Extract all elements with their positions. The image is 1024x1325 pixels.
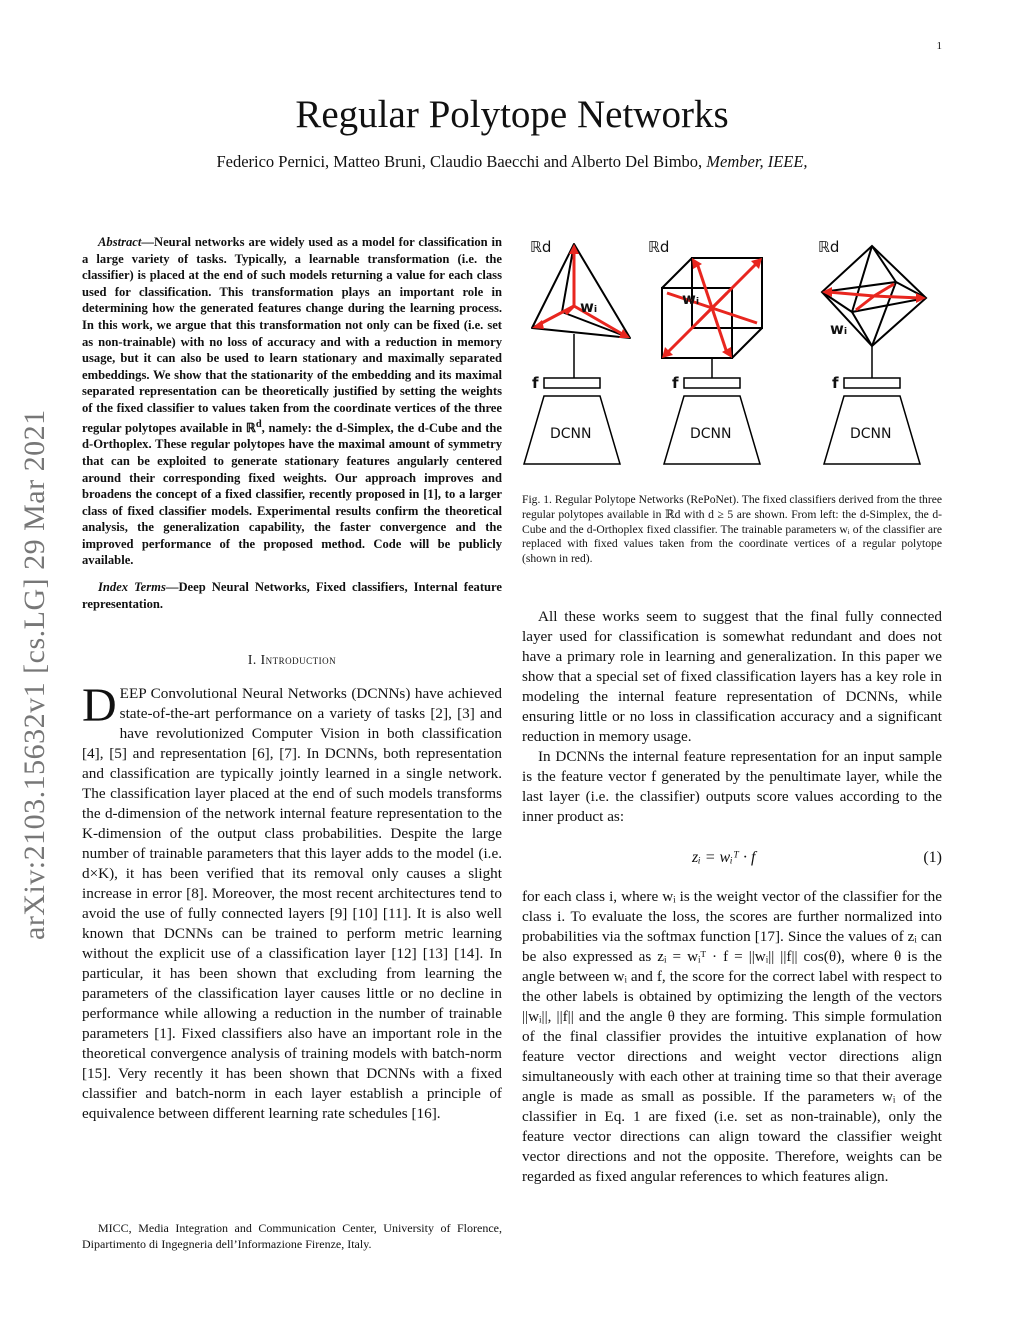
dropcap-letter: D <box>82 679 117 733</box>
feature-layer-box <box>684 378 740 388</box>
index-terms <box>82 579 502 612</box>
simplex-outline <box>532 244 630 338</box>
paper-title: Regular Polytope Networks <box>295 93 729 136</box>
affiliation-footnote: MICC, Media Integration and Communication Center, University of Florence, Dipartimento di Ingegneria dell’Informazione Firenze, Italy. <box>82 1221 502 1251</box>
cube-edge <box>662 258 692 288</box>
weight-vector-arrow <box>828 292 874 296</box>
cube-edge <box>732 328 762 358</box>
space-label: ℝd <box>648 238 670 256</box>
page-number: 1 <box>936 40 942 52</box>
authors-names: Federico Pernici, Matteo Bruni, Claudio Baecchi and Alberto Del Bimbo, <box>216 152 703 171</box>
equation-number: (1) <box>923 848 942 866</box>
abstract-text: —Neural networks are widely used as a model for classification in a large variety of tasks. Typically, a learnable transformation (i.e. the classifier) is placed at the end of such models returning a value for each class used for classification. This transformation plays an important role in determining how the generated features change during the learning process. In this work, we argue that this transformation not only can be fixed (i.e. set as non-trainable) with no loss of accuracy and with a reduction in memory usage, but it can also be used to learn stationary and maximally separated embeddings. We show that the stationarity of the embedding and its maximal separated representation can be theoretically justified by setting the weights of the fixed classifier to values taken from the coordinate vertices of the three regular polytopes available in ℝ <box>82 235 502 435</box>
right-column <box>522 228 942 1187</box>
network-label: DCNN <box>850 426 892 442</box>
weight-vector-arrow <box>874 296 920 298</box>
figure-reponet <box>522 228 942 478</box>
feature-label: f <box>832 374 839 392</box>
index-terms-text: —Deep Neural Networks, Fixed classifiers, Internal feature representation. <box>82 580 502 611</box>
network-label: DCNN <box>690 426 732 442</box>
arxiv-stamp: arXiv:2103.15632v1 [cs.LG] 29 Mar 2021 <box>18 409 51 940</box>
author-list <box>0 152 1024 172</box>
index-terms-lead: Index Terms <box>98 580 166 595</box>
weight-label: wᵢ <box>830 320 848 338</box>
abstract-text-sup: d <box>255 418 262 430</box>
abstract-lead: Abstract <box>98 235 142 249</box>
feature-layer-box <box>844 378 900 388</box>
body-paragraph: All these works seem to suggest that the final fully connected layer used for classification is somewhat redundant and does not have a primary role in learning and generalization. In this paper we show that a special set of fixed classification layers has a key role in modeling the internal feature representation of DCNNs, while ensuring little or no loss in classification accuracy and a significant reduction in memory usage. <box>522 607 942 745</box>
authors-suffix: Member, IEEE, <box>706 152 808 171</box>
figure-caption: Fig. 1. Regular Polytope Networks (RePoNet). The fixed classifiers derived from the three regular polytopes available in ℝd with d ≥ 5 are shown. From left: the d-Simplex, the d-Cube and the d-Orthoplex fixed classifier. The trainable parameters wᵢ of the classifier are replaced with fixed values taken from the coordinate vertices of a regular polytope (shown in red). <box>522 493 942 566</box>
equation: zᵢ = wᵢᵀ · f <box>692 848 756 866</box>
abstract <box>82 234 502 569</box>
intro-text: EEP Convolutional Neural Networks (DCNNs) have achieved state-of-the-art performance on a variety of tasks [2], [3] and have revolutionized Computer Vision in both classification [4], [5] and representation [6], [7]. In DCNNs, both representation and classification are typically jointly learned in a single network. The classification layer placed at the end of such models transforms the d-dimension of the network internal feature representation to the K-dimension of the output class probabilities. Despite the large number of trainable parameters that this layer adds to the model (i.e. d×K), it has been verified that its removal only causes a slight increase in error [8]. Moreover, the most recent architectures tend to avoid the use of fully connected layers [9] [10] [11]. It is also well known that DCNNs can be trained to perform metric learning without the explicit use of a classification layer [12] [13] [14]. In particular, it has been shown that excluding from learning the parameters of the classification layer causes little or no decline in performance while allowing a reduction in the number of trainable parameters [1]. Fixed classifiers also have an important role in the theoretical convergence analysis of training models with batch-norm [15]. Very recently it has been shown that DCNNs with a fixed classifier and batch-norm in each layer establish a principle of equivalence between different learning rate schedules [16]. <box>82 685 502 1123</box>
equation-block <box>522 839 942 879</box>
weight-vector-arrow <box>697 293 727 323</box>
section-heading-introduction: I. Introduction <box>247 652 337 668</box>
network-label: DCNN <box>550 426 592 442</box>
weight-label: wᵢ <box>580 298 598 316</box>
left-column <box>82 234 502 1124</box>
body-paragraph: for each class i, where wᵢ is the weight vector of the classifier for the class i. To evaluate the loss, the scores are further normalized into probabilities via the softmax function [17]. Since the values of zᵢ can be also expressed as zᵢ = wᵢᵀ · f = ||wᵢ|| ||f|| cos(θ), where θ is the angle between wᵢ and f, the score for the correct label with respect to the other labels is obtained by optimizing the length of the vectors ||wᵢ||, ||f|| and the angle θ they are forming. This simple formulation of the final classifier provides the intuitive explanation of how feature vector directions and weight vector directions align simultaneously with each other at training time so that their average angle is made as small as possible. If the parameters wᵢ of the classifier in Eq. 1 are fixed (i.e. set as non-trainable), only the feature vector directions can align toward the classifier weight vector directions and not the opposite. Therefore, weights can be regarded as fixed angular references to which features align. <box>522 887 942 1185</box>
feature-label: f <box>672 374 679 392</box>
space-label: ℝd <box>530 238 552 256</box>
weight-label: wᵢ <box>682 290 700 308</box>
orthoplex-edge <box>872 246 896 282</box>
feature-layer-box <box>544 378 600 388</box>
intro-paragraph <box>82 679 502 1124</box>
space-label: ℝd <box>818 238 840 256</box>
feature-label: f <box>532 374 539 392</box>
body-paragraph: In DCNNs the internal feature representation for an input sample is the feature vector f generated by the penultimate layer, while the last layer (i.e. the classifier) outputs score values according to the inner product as: <box>522 747 942 825</box>
abstract-text-cont: , namely: the d-Simplex, the d-Cube and the d-Orthoplex. These regular polytopes have the maximal amount of symmetry that can be exploited to generate stationary features angularly centered around their corresponding fixed weights. Our approach improves and broadens the concept of a fixed classifier, recently proposed in [1], to a larger class of fixed classifier models. Experimental results confirm the theoretical analysis, the generalization capability, the faster convergence and the improved performance of the proposed method. Code will be publicly available. <box>82 420 502 568</box>
